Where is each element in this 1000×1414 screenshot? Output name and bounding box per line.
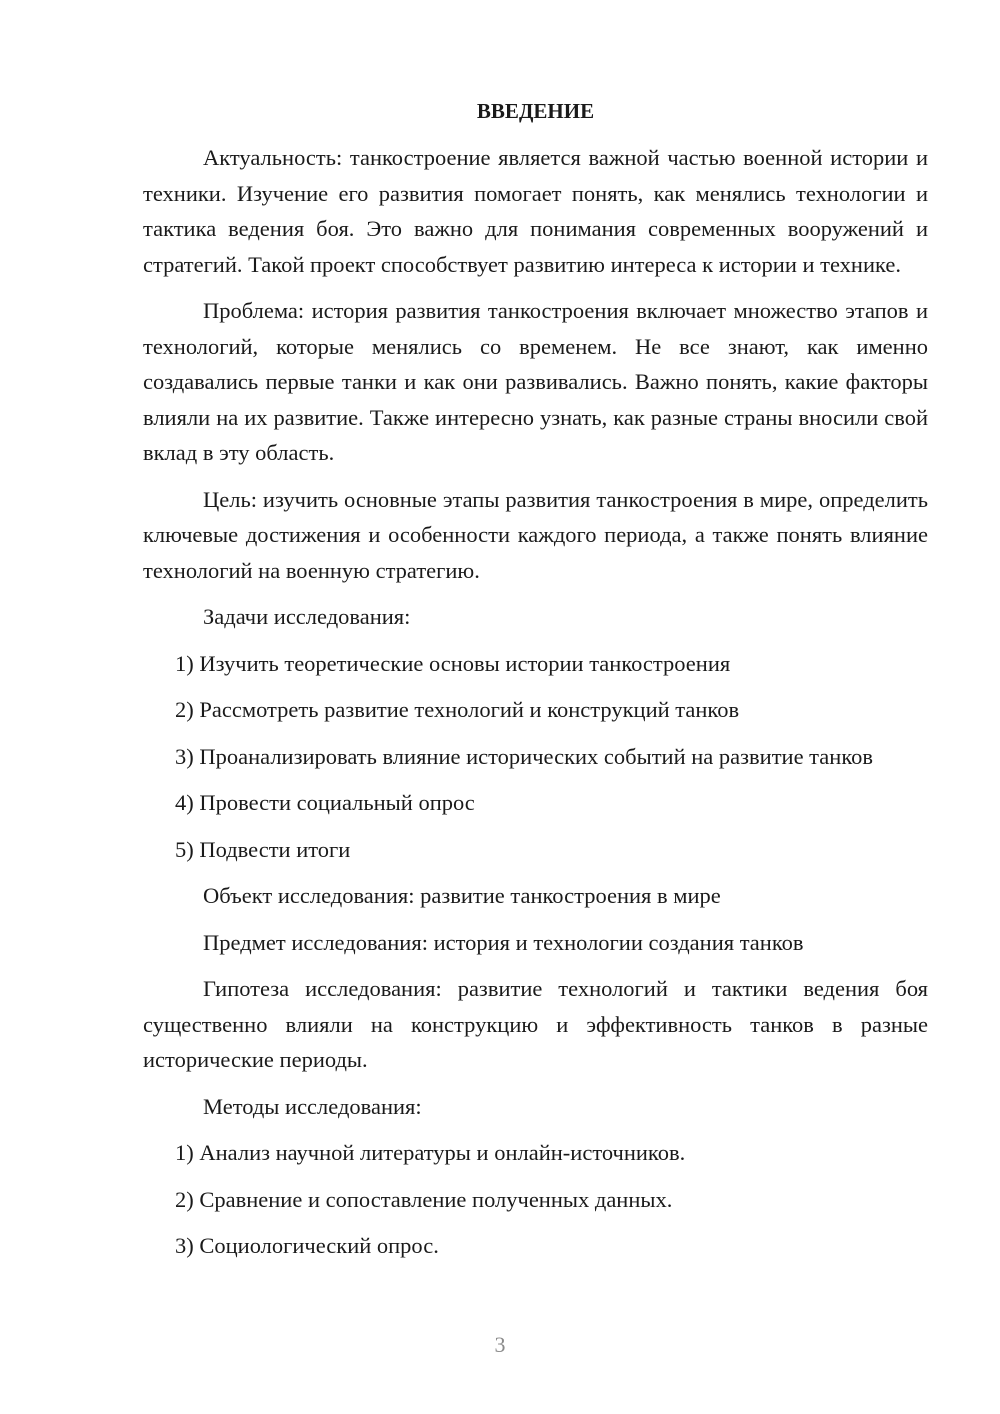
section-title: ВВЕДЕНИЕ [476,99,595,123]
method-item: 3) Социологический опрос. [175,1233,439,1258]
task-item: 4) Провести социальный опрос [175,790,475,815]
relevance-paragraph: Актуальность: танкостроение является важной частью военной истории и техники. Изучение его развития помогает понять, как менялись технологии и тактика ведения боя. Это важно для понимания современных вооружений и стратегий. Такой проект способствует развитию интереса к истории и технике. [143,145,928,277]
tasks-heading: Задачи исследования: [203,604,411,629]
subject-paragraph: Предмет исследования: история и технологии создания танков [203,929,804,955]
method-item: 1) Анализ научной литературы и онлайн-источников. [175,1140,686,1165]
hypothesis-paragraph: Гипотеза исследования: развитие технологий и тактики ведения боя существенно влияли на конструкцию и эффективность танков в разные исторические периоды. [143,976,928,1072]
task-item: 5) Подвести итоги [175,836,351,862]
task-item: 2) Рассмотреть развитие технологий и конструкций танков [175,697,740,722]
page-number: 3 [494,1332,506,1357]
goal-paragraph: Цель: изучить основные этапы развития танкостроения в мире, определить ключевые достижения и особенности каждого периода, а также понять влияние технологий на военную стратегию. [143,486,928,583]
problem-paragraph: Проблема: история развития танкостроения включает множество этапов и технологий, которые менялись со временем. Не все знают, как именно создавались первые танки и как они развивались. Важно понять, какие факторы влияли на их развитие. Также интересно узнать, как разные страны вносили свой вклад в эту область. [143,298,928,465]
methods-heading: Методы исследования: [203,1093,422,1119]
object-paragraph: Объект исследования: развитие танкостроения в мире [203,883,721,908]
task-item: 3) Проанализировать влияние исторических событий на развитие танков [175,743,873,769]
document-body [143,95,928,1275]
method-item: 2) Сравнение и сопоставление полученных данных. [175,1186,673,1212]
task-item: 1) Изучить теоретические основы истории танкостроения [175,650,731,676]
